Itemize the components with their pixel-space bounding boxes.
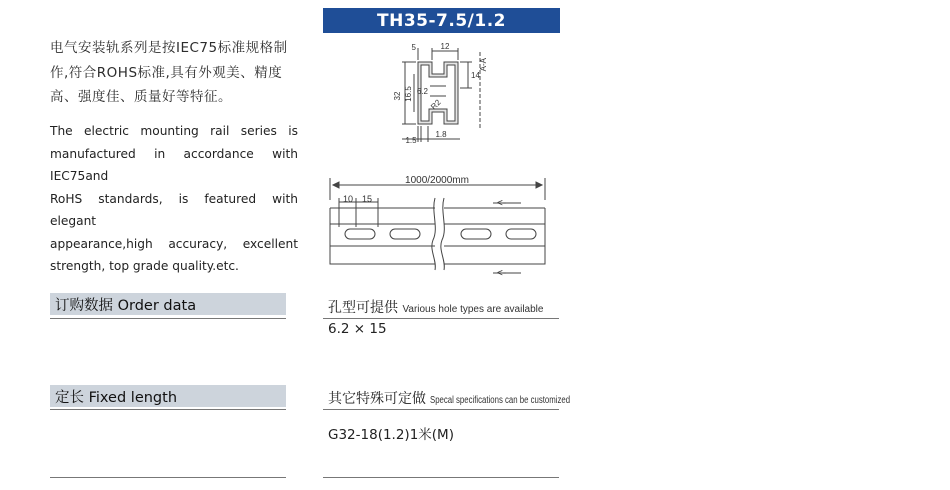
dim-height: 32	[393, 91, 402, 101]
dim-radius: R2	[429, 97, 443, 112]
dim-bottom: 1.8	[435, 130, 447, 139]
intro-english	[50, 120, 298, 278]
dim-hole: 6.2	[416, 87, 428, 96]
slot-hole	[390, 229, 420, 239]
dim-inner: 16.5	[404, 86, 413, 102]
intro-en-line: appearance,high accuracy, excellent	[50, 236, 298, 251]
slot-hole	[461, 229, 491, 239]
divider	[323, 409, 559, 410]
intro-en-line: manufactured in accordance with IEC75and	[50, 146, 298, 183]
order-data-heading: 订购数据 Order data	[50, 293, 286, 315]
fixed-length-heading: 定长 Fixed length	[50, 385, 286, 407]
dim-top: 12	[440, 42, 450, 51]
rail-length-drawing	[325, 172, 555, 282]
dim-bottom-left: 1.5	[405, 136, 417, 145]
divider	[323, 477, 559, 478]
dim-top-left: 5	[411, 43, 416, 52]
arrow-bottom: <-	[497, 268, 507, 279]
special-spec-cn: 其它特殊可定做	[328, 391, 426, 407]
divider	[50, 409, 286, 410]
intro-cn-line: 作,符合ROHS标准,具有外观美、精度	[50, 64, 283, 81]
special-spec-heading	[328, 388, 610, 408]
fixed-length-value: G32-18(1.2)1米(M)	[328, 427, 454, 443]
intro-en-line: strength, top grade quality.etc.	[50, 259, 239, 273]
dim-right: 14	[471, 71, 480, 80]
intro-en-line: RoHS standards, is featured with elegant	[50, 191, 298, 228]
pitch-a: 10	[342, 194, 354, 204]
arrow-top: <-	[497, 198, 507, 209]
hole-size-value: 6.2 × 15	[328, 321, 387, 337]
divider	[50, 318, 286, 319]
hole-types-en: Various hole types are available	[402, 304, 544, 315]
break-left	[432, 198, 435, 270]
intro-cn-line: 高、强度佳、质量好等特征。	[50, 89, 232, 105]
intro-en-line: The electric mounting rail series is	[50, 124, 298, 138]
hole-types-cn: 孔型可提供	[328, 300, 398, 316]
slot-hole	[506, 229, 536, 239]
rail-side-right	[444, 208, 545, 264]
section-label: A-A	[479, 58, 488, 72]
intro-cn-line: 电气安装轨系列是按IEC75标准规格制	[50, 40, 288, 56]
intro-chinese	[50, 36, 300, 110]
slot-hole	[345, 229, 375, 239]
pitch-b: 15	[361, 194, 373, 204]
special-spec-en: Specal specifications can be customized	[430, 395, 571, 406]
length-label: 1000/2000mm	[405, 175, 469, 186]
divider	[323, 318, 559, 319]
break-right	[441, 198, 444, 270]
hole-types-heading	[328, 297, 543, 317]
product-title: TH35-7.5/1.2	[323, 8, 560, 33]
cross-section-drawing	[380, 38, 500, 153]
divider	[50, 477, 286, 478]
